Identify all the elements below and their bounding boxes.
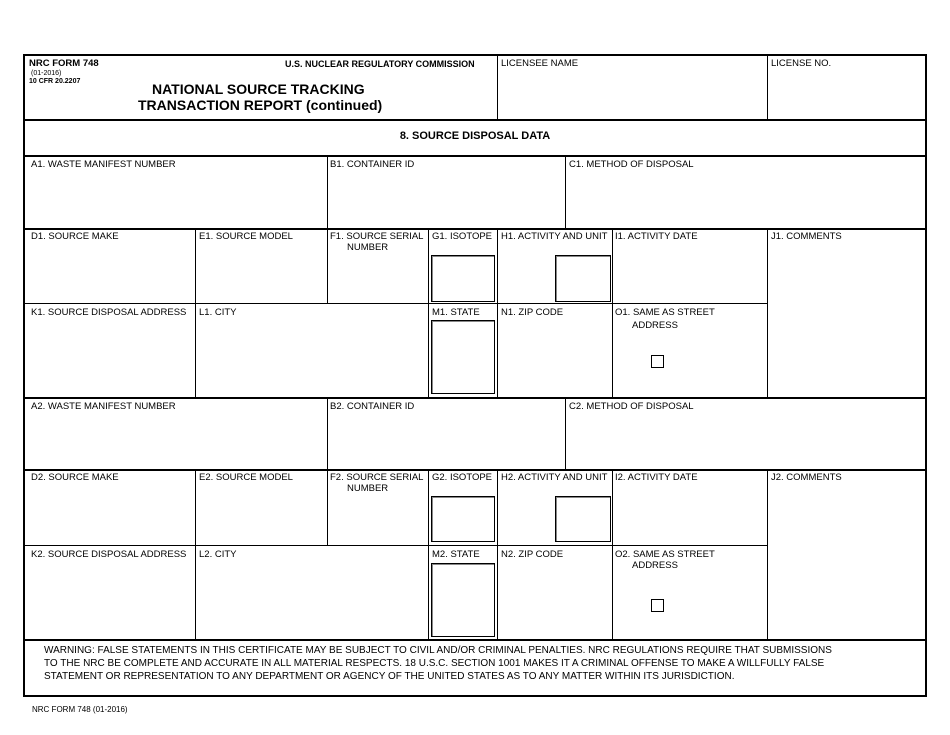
- source-make-field[interactable]: [25, 244, 193, 302]
- container-id-label: B1. CONTAINER ID: [330, 159, 415, 170]
- form-id: NRC FORM 748: [29, 58, 99, 69]
- activity-field[interactable]: [499, 244, 553, 302]
- same-as-street-checkbox[interactable]: [651, 599, 664, 612]
- divider: [428, 230, 429, 398]
- source-model-label: E2. SOURCE MODEL: [199, 472, 293, 483]
- source-make-label: D2. SOURCE MAKE: [31, 472, 119, 483]
- agency-name: U.S. NUCLEAR REGULATORY COMMISSION: [285, 59, 475, 69]
- city-field[interactable]: [197, 562, 426, 638]
- divider: [24, 155, 926, 157]
- licensee-name-field[interactable]: [499, 70, 766, 118]
- divider: [327, 157, 328, 228]
- divider: [612, 230, 613, 398]
- city-label: L1. CITY: [199, 307, 237, 318]
- source-serial-label-line2: NUMBER: [347, 483, 389, 494]
- waste-manifest-field[interactable]: [25, 414, 325, 467]
- license-no-field[interactable]: [769, 70, 925, 118]
- footer-form-id: NRC FORM 748 (01-2016): [32, 705, 128, 714]
- section-title: 8. SOURCE DISPOSAL DATA: [399, 130, 551, 142]
- warning-text-line3: STATEMENT OR REPRESENTATION TO ANY DEPARTMENT OR AGENCY OF THE UNITED STATES AS TO ANY MATTER WITHIN ITS JURISDICTION.: [44, 671, 735, 682]
- licensee-name-label: LICENSEE NAME: [501, 58, 579, 69]
- disposal-address-field[interactable]: [25, 320, 193, 397]
- activity-date-label: I1. ACTIVITY DATE: [615, 231, 698, 242]
- activity-date-field[interactable]: [614, 485, 766, 544]
- state-label: M2. STATE: [432, 549, 480, 560]
- divider: [497, 471, 498, 639]
- divider: [428, 471, 429, 639]
- same-as-street-label-line2: ADDRESS: [632, 560, 678, 571]
- divider: [612, 471, 613, 639]
- source-serial-field[interactable]: [329, 255, 426, 302]
- waste-manifest-label: A2. WASTE MANIFEST NUMBER: [31, 401, 176, 412]
- container-id-label: B2. CONTAINER ID: [330, 401, 415, 412]
- divider: [195, 230, 196, 398]
- same-as-street-label-line2: ADDRESS: [632, 320, 678, 331]
- divider: [195, 471, 196, 639]
- waste-manifest-field[interactable]: [25, 172, 325, 226]
- divider: [767, 471, 768, 639]
- isotope-select[interactable]: [431, 255, 495, 302]
- divider: [767, 55, 768, 119]
- zip-code-label: N1. ZIP CODE: [501, 307, 564, 318]
- activity-unit-select[interactable]: [555, 496, 611, 542]
- license-no-label: LICENSE NO.: [771, 58, 832, 69]
- state-label: M1. STATE: [432, 307, 480, 318]
- isotope-label: G1. ISOTOPE: [432, 231, 493, 242]
- disposal-address-label: K2. SOURCE DISPOSAL ADDRESS: [31, 549, 187, 560]
- divider: [327, 471, 328, 545]
- waste-manifest-label: A1. WASTE MANIFEST NUMBER: [31, 159, 176, 170]
- same-as-street-label: O1. SAME AS STREET: [615, 307, 715, 318]
- activity-date-field[interactable]: [614, 244, 766, 302]
- divider: [24, 639, 926, 641]
- divider: [24, 545, 768, 546]
- source-serial-field[interactable]: [329, 496, 426, 544]
- source-model-field[interactable]: [197, 485, 325, 544]
- state-select[interactable]: [431, 320, 495, 394]
- source-serial-label: F2. SOURCE SERIAL: [330, 472, 424, 483]
- source-make-label: D1. SOURCE MAKE: [31, 231, 119, 242]
- source-serial-label: F1. SOURCE SERIAL: [330, 231, 424, 242]
- source-make-field[interactable]: [25, 485, 193, 544]
- zip-code-field[interactable]: [499, 562, 611, 638]
- method-disposal-label: C2. METHOD OF DISPOSAL: [569, 401, 694, 412]
- divider: [565, 157, 566, 228]
- comments-field[interactable]: [769, 244, 925, 397]
- divider: [497, 55, 498, 119]
- source-model-field[interactable]: [197, 244, 325, 302]
- zip-code-label: N2. ZIP CODE: [501, 549, 564, 560]
- city-label: L2. CITY: [199, 549, 237, 560]
- divider: [327, 399, 328, 469]
- container-id-field[interactable]: [329, 414, 564, 467]
- form-date: (01-2016): [31, 70, 62, 77]
- same-as-street-checkbox[interactable]: [651, 355, 664, 368]
- isotope-label: G2. ISOTOPE: [432, 472, 493, 483]
- cfr-reference: 10 CFR 20.2207: [29, 78, 81, 85]
- divider: [497, 230, 498, 398]
- method-disposal-label: C1. METHOD OF DISPOSAL: [569, 159, 694, 170]
- activity-unit-select[interactable]: [555, 255, 611, 302]
- city-field[interactable]: [197, 320, 426, 397]
- activity-unit-label: H2. ACTIVITY AND UNIT: [501, 472, 608, 483]
- divider: [24, 303, 768, 304]
- form-title-line2: TRANSACTION REPORT (continued): [138, 97, 383, 113]
- source-model-label: E1. SOURCE MODEL: [199, 231, 293, 242]
- warning-text-line2: TO THE NRC BE COMPLETE AND ACCURATE IN ALL MATERIAL RESPECTS. 18 U.S.C. SECTION 1001 MAKES IT A CRIMINAL OFFENSE TO MAKE A WILLFULLY FALSE: [44, 658, 825, 669]
- comments-field[interactable]: [769, 485, 925, 638]
- state-select[interactable]: [431, 563, 495, 637]
- method-disposal-field[interactable]: [567, 414, 925, 467]
- divider: [327, 230, 328, 303]
- divider: [24, 469, 926, 471]
- disposal-address-label: K1. SOURCE DISPOSAL ADDRESS: [31, 307, 187, 318]
- form-title-line1: NATIONAL SOURCE TRACKING: [152, 81, 365, 97]
- divider: [24, 397, 926, 399]
- activity-field[interactable]: [499, 485, 553, 544]
- divider: [565, 399, 566, 469]
- container-id-field[interactable]: [329, 172, 564, 226]
- activity-date-label: I2. ACTIVITY DATE: [615, 472, 698, 483]
- isotope-select[interactable]: [431, 496, 495, 542]
- activity-unit-label: H1. ACTIVITY AND UNIT: [501, 231, 608, 242]
- comments-label: J2. COMMENTS: [771, 472, 842, 483]
- divider: [767, 230, 768, 398]
- divider: [24, 119, 926, 121]
- zip-code-field[interactable]: [499, 320, 611, 397]
- comments-label: J1. COMMENTS: [771, 231, 842, 242]
- disposal-address-field[interactable]: [25, 562, 193, 638]
- same-as-street-label: O2. SAME AS STREET: [615, 549, 715, 560]
- divider: [24, 228, 926, 230]
- source-serial-label-line2: NUMBER: [347, 242, 389, 253]
- warning-text-line1: WARNING: FALSE STATEMENTS IN THIS CERTIFICATE MAY BE SUBJECT TO CIVIL AND/OR CRIMINAL PENALTIES. NRC REGULATIONS REQUIRE THAT SUBMISSIONS: [44, 645, 832, 656]
- method-disposal-field[interactable]: [567, 172, 925, 226]
